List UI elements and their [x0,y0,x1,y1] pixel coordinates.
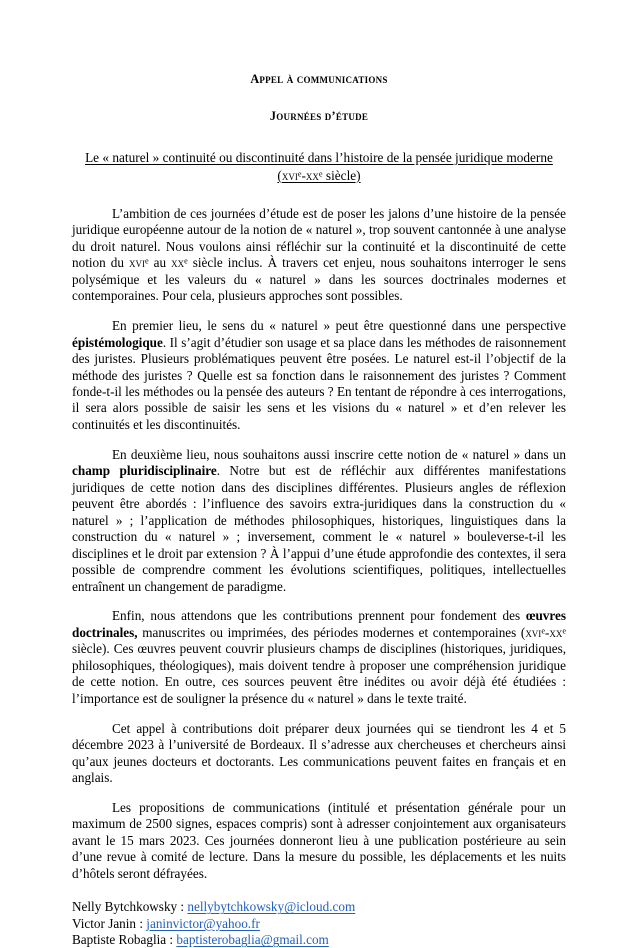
p2-bold-epistemologique: épistémologique [72,334,163,350]
paragraph-pluridisciplinaire [72,447,566,595]
title-century-second: xx [305,167,319,183]
contact-email-link[interactable]: baptisterobaglia@gmail.com [176,932,329,948]
contact-name: Victor Janin : [72,915,147,931]
page-heading-appel: Appel à communications [250,72,388,86]
paragraph-propositions: Les propositions de communications (intitulé et présentation générale pour un maximum de 2500 signes, espaces compris) sont à adresser conjointement aux organisateurs avant le 15 mars 2023. Ces journées donneront lieu à une publication postérieure au sein d’une revue à comité de lecture. Dans la mesure du possible, les déplacements et les nuits d’hôtels seront défrayées. [72,800,566,881]
paragraph-epistemologique [72,318,566,433]
p4-century-second: xx [549,624,563,640]
title-line-1: Le « naturel » continuité ou discontinuité dans l’histoire de la pensée juridique moderne [85,150,553,165]
p1-century-first-ordinal: e [144,256,149,266]
p2-text-part-2: . Il s’agit d’étudier son usage et sa place dans les méthodes de raisonnement des juristes. Plusieurs problématiques peuvent être posées. Le naturel est-il l’objectif de la méthode des juristes ? Quelle est sa fonction dans le raisonnement des juristes ? Comment fonde-t-il les méthodes ou la pensée des auteurs ? En tentant de répondre à ces interrogations, il sera alors possible de saisir les sens et les visions du « naturel » et d’en relever les continuités et les discontinuités. [72,334,566,432]
p3-bold-champ-pluridisciplinaire: champ pluridisciplinaire [72,463,217,479]
contacts-block [72,899,566,948]
paragraph-oeuvres-doctrinales [72,608,566,707]
contact-name: Nelly Bytchkowsky : [72,899,188,915]
p1-century-second-ordinal: e [184,256,188,266]
contact-email-link[interactable]: nellybytchkowsky@icloud.com [187,899,356,915]
p1-century-first: xvi [128,255,145,271]
title-century-first-ordinal: e [297,169,302,179]
contact-row [72,916,566,932]
title-century-second-ordinal: e [318,169,323,179]
p4-century-second-ordinal: e [562,626,566,636]
contact-row [72,932,566,948]
paragraph-ambition [72,206,566,305]
p1-text-part-1: L’ambition de ces journées d’étude est de poser les jalons d’une histoire de la pensée juridique européenne autour de la notion de « naturel », trop souvent cantonnée à une analyse du droit naturel. Nous voulons ainsi réfléchir sur la continuité et la discontinuité de cette notion du [72,206,566,271]
p3-text-part-2: . Notre but est de réfléchir aux différentes manifestations juridiques de cette notion dans des disciplines différentes. Plusieurs angles de réflexion peuvent être abordés : l’influence des savoirs extra-juridiques dans la construction du « naturel » ; l’application de méthodes philosophiques, historiques, linguistiques dans la construction du « naturel » ; inversement, comment le « naturel » bouleverse-t-il les disciplines et le droit par extension ? À l’appui d’une étude approfondie des contextes, il sera possible de comprendre comment les évolutions scientifiques, politiques, intellectuelles entraînent un changement de paradigme. [72,463,566,594]
title-paren-open: ( [277,167,282,183]
p4-bold-oeuvres-doctrinales: œuvres doctrinales, [72,608,566,640]
paragraph-dates-lieu: Cet appel à contributions doit préparer deux journées qui se tiendront les 4 et 5 décembre 2023 à l’université de Bordeaux. Il s’adresse aux chercheuses et chercheurs ainsi qu’aux jeunes docteurs et doctorants. Les communications peuvent faites en français et en anglais. [72,720,566,786]
p4-text-part-1: Enfin, nous attendons que les contributions prennent pour fondement des [112,608,526,624]
title-century-separator: - [301,167,306,183]
p4-text-part-4: siècle). Ces œuvres peuvent couvrir plusieurs champs de disciplines (historiques, juridiques, philosophiques, théologiques), mais doivent tendre à proposer une compréhension juridique de cette notion. En outre, ces sources peuvent être inédites ou avoir déjà été étudiées : l’importance est de souligner la présence du « naturel » dans le texte traité. [72,641,566,706]
p1-century-second: xx [171,255,185,271]
p1-text-part-3: siècle inclus. À travers cet enjeu, nous souhaitons interroger le sens polysémique et les valeurs du « naturel » dans les sources doctrinales modernes et contemporaines. Pour cela, plusieurs approches sont possibles. [72,255,567,304]
title-suffix: siècle) [322,167,361,183]
document-title [72,150,566,184]
p2-text-part-1: En premier lieu, le sens du « naturel » peut être questionné dans une perspective [112,318,566,334]
p1-text-part-2: au [148,255,172,271]
p3-text-part-1: En deuxième lieu, nous souhaitons aussi inscrire cette notion de « naturel » dans un [112,446,566,462]
contact-email-link[interactable]: janinvictor@yahoo.fr [146,915,260,931]
page-heading-journees: Journées d’étude [269,109,369,123]
p4-text-part-2: manuscrites ou imprimées, des périodes modernes et contemporaines ( [137,624,526,640]
contact-name: Baptiste Robaglia : [72,932,177,948]
title-line-2 [72,168,566,185]
p4-century-separator: - [544,624,550,640]
p4-century-first: xvi [525,624,542,640]
contact-row [72,899,566,915]
title-century-first: xvi [281,167,298,183]
p4-century-first-ordinal: e [541,626,545,636]
